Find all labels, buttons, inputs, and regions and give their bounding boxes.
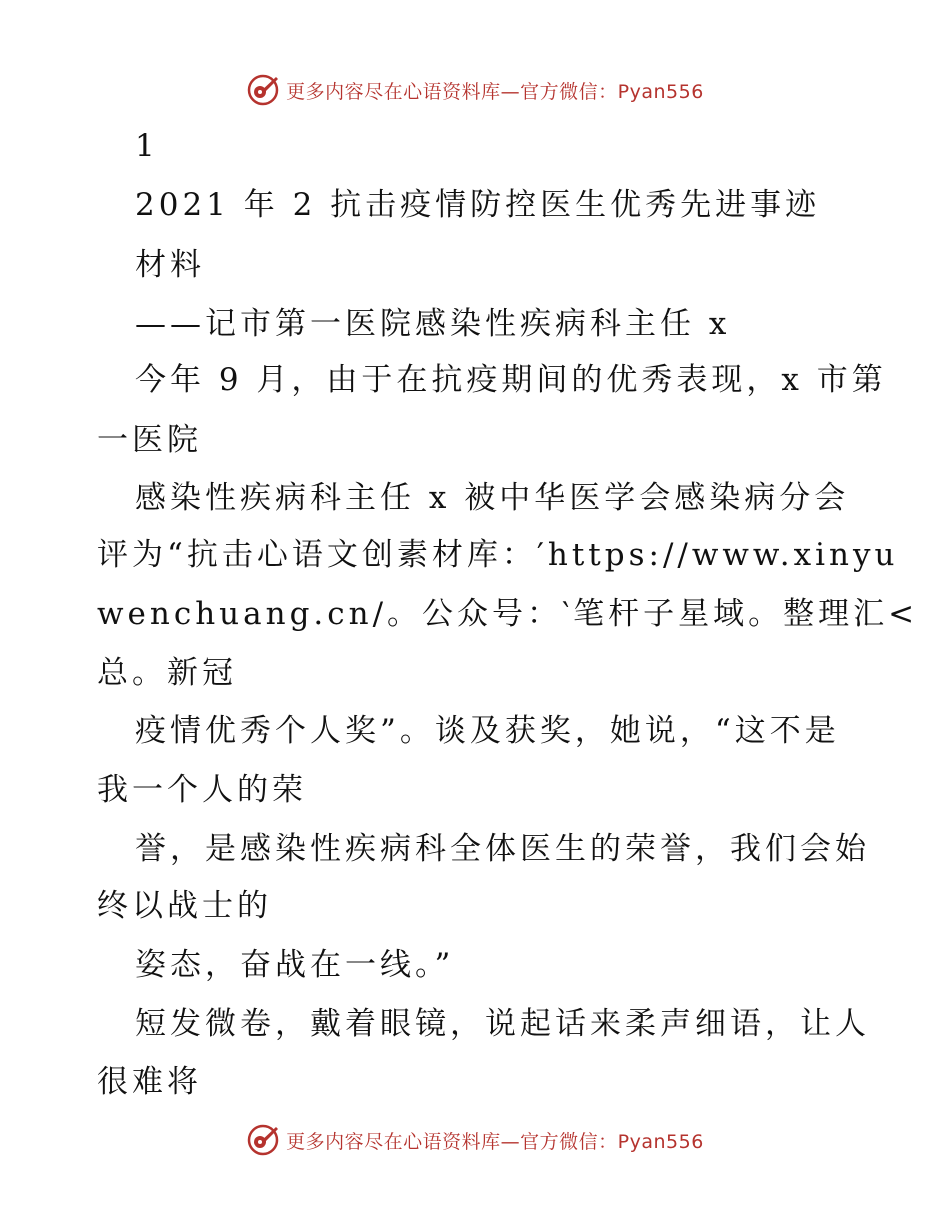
paragraph-line: 姿态，奋战在一线。”: [135, 947, 455, 983]
footer-watermark: [0, 1120, 950, 1160]
paragraph-line: 很难将: [97, 1064, 202, 1100]
page-number: 1: [135, 128, 159, 164]
pen-logo-icon: [246, 1123, 280, 1157]
paragraph-line: 感染性疾病科主任 x 被中华医学会感染病分会: [135, 480, 850, 516]
paragraph-line: 终以战士的: [97, 888, 272, 924]
doc-title-line-2: 材料: [135, 247, 205, 283]
doc-title-line-1: 2021 年 2 抗击疫情防控医生优秀先进事迹: [135, 187, 821, 223]
paragraph-line: 今年 9 月，由于在抗疫期间的优秀表现，x 市第: [135, 362, 887, 398]
paragraph-line: 一医院: [97, 422, 202, 458]
paragraph-line: 短发微卷，戴着眼镜，说起话来柔声细语，让人: [135, 1006, 870, 1042]
paragraph-line: 总。新冠: [97, 655, 237, 691]
header-watermark-text: 更多内容尽在心语资料库—官方微信：Pyan556: [286, 80, 704, 103]
footer-watermark-text: 更多内容尽在心语资料库—官方微信：Pyan556: [286, 1130, 704, 1153]
paragraph-line: 我一个人的荣: [97, 772, 307, 808]
header-watermark: [0, 70, 950, 110]
paragraph-line: 誉，是感染性疾病科全体医生的荣誉，我们会始: [135, 831, 870, 867]
paragraph-line: 疫情优秀个人奖”。谈及获奖，她说，“这不是: [135, 713, 840, 749]
paragraph-line: wenchuang.cn/。公众号：‵笔杆子星域。整理汇<: [97, 596, 919, 632]
doc-subtitle: ——记市第一医院感染性疾病科主任 x: [135, 306, 731, 342]
paragraph-line: 评为“抗击心语文创素材库：′https://www.xinyu: [97, 537, 899, 573]
pen-logo-icon: [246, 73, 280, 107]
